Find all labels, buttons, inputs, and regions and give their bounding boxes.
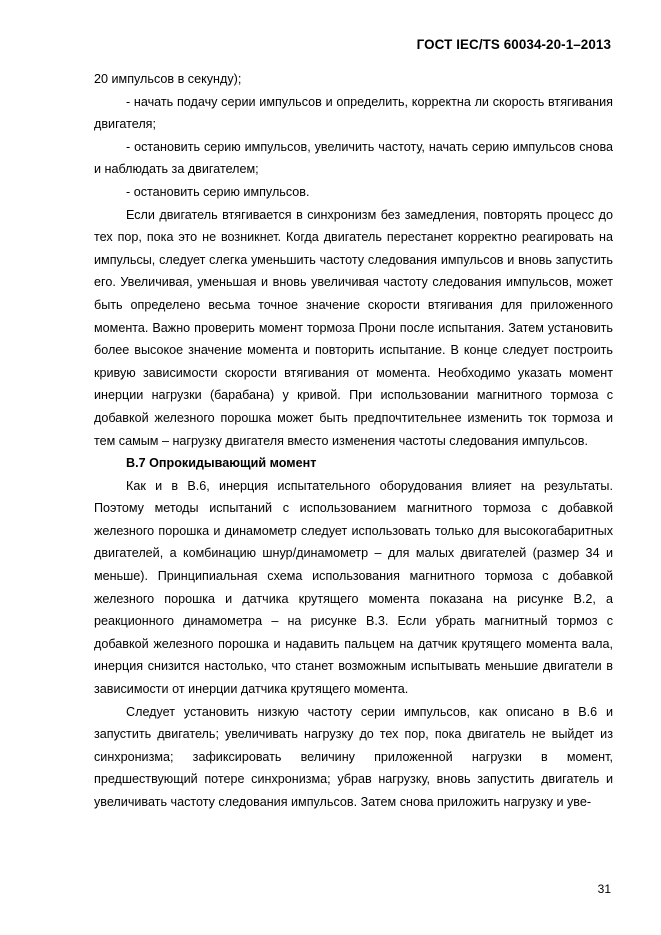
list-item: - остановить серию импульсов. xyxy=(126,184,310,199)
list-item: - начать подачу серии импульсов и определить, корректна ли скорость втягивания двигателя; xyxy=(94,94,613,132)
body-text xyxy=(94,68,613,814)
paragraph-continuation: 20 импульсов в секунду); xyxy=(94,72,242,86)
paragraph: Следует установить низкую частоту серии импульсов, как описано в В.6 и запустить двигатель; увеличивать нагрузку до тех пор, пока двигатель не выйдет из синхронизма; зафиксировать величину приложенной нагрузки в момент, предшествующий потере синхронизма; убрав нагрузку, вновь запустить двигатель и увеличивать частоту следования импульсов. Затем снова приложить нагрузку и уве- xyxy=(94,704,613,809)
paragraph: Если двигатель втягивается в синхронизм без замедления, повторять процесс до тех пор, пока это не возникнет. Когда двигатель перестанет корректно реагировать на импульсы, следует слегка уменьшить частоту следования импульсов и вновь запустить его. Увеличивая, уменьшая и вновь увеличивая частоту следования импульсов, может быть определено весьма точное значение скорости втягивания для приложенного момента. Важно проверить момент тормоза Прони после испытания. Затем установить более высокое значение момента и повторить испытание. В конце следует построить кривую зависимости скорости втягивания от момента. Необходимо указать момент инерции нагрузки (барабана) у кривой. При использовании магнитного тормоза с добавкой железного порошка может быть предпочтительнее изменить ток тормоза и тем самым – нагрузку двигателя вместо изменения частоты следования импульсов. xyxy=(94,207,613,448)
standard-header: ГОСТ IEC/TS 60034-20-1–2013 xyxy=(416,37,611,52)
list-item: - остановить серию импульсов, увеличить частоту, начать серию импульсов снова и наблюдать за двигателем; xyxy=(94,139,613,177)
page-number: 31 xyxy=(597,882,611,896)
section-heading: В.7 Опрокидывающий момент xyxy=(126,456,317,471)
paragraph: Как и в В.6, инерция испытательного оборудования влияет на результаты. Поэтому методы испытаний с использованием магнитного тормоза с добавкой железного порошка и динамометр следует использовать только для высокогабаритных двигателей, а комбинацию шнур/динамометр – для малых двигателей (размер 34 и меньше). Принципиальная схема использования магнитного тормоза с добавкой железного порошка и датчика крутящего момента показана на рисунке В.2, а реакционного динамометра – на рисунке В.3. Если убрать магнитный тормоз с добавкой железного порошка и надавить пальцем на датчик крутящего момента вала, инерция снизится настолько, что станет возможным испытывать меньшие двигатели в зависимости от инерции датчика крутящего момента. xyxy=(94,478,613,697)
